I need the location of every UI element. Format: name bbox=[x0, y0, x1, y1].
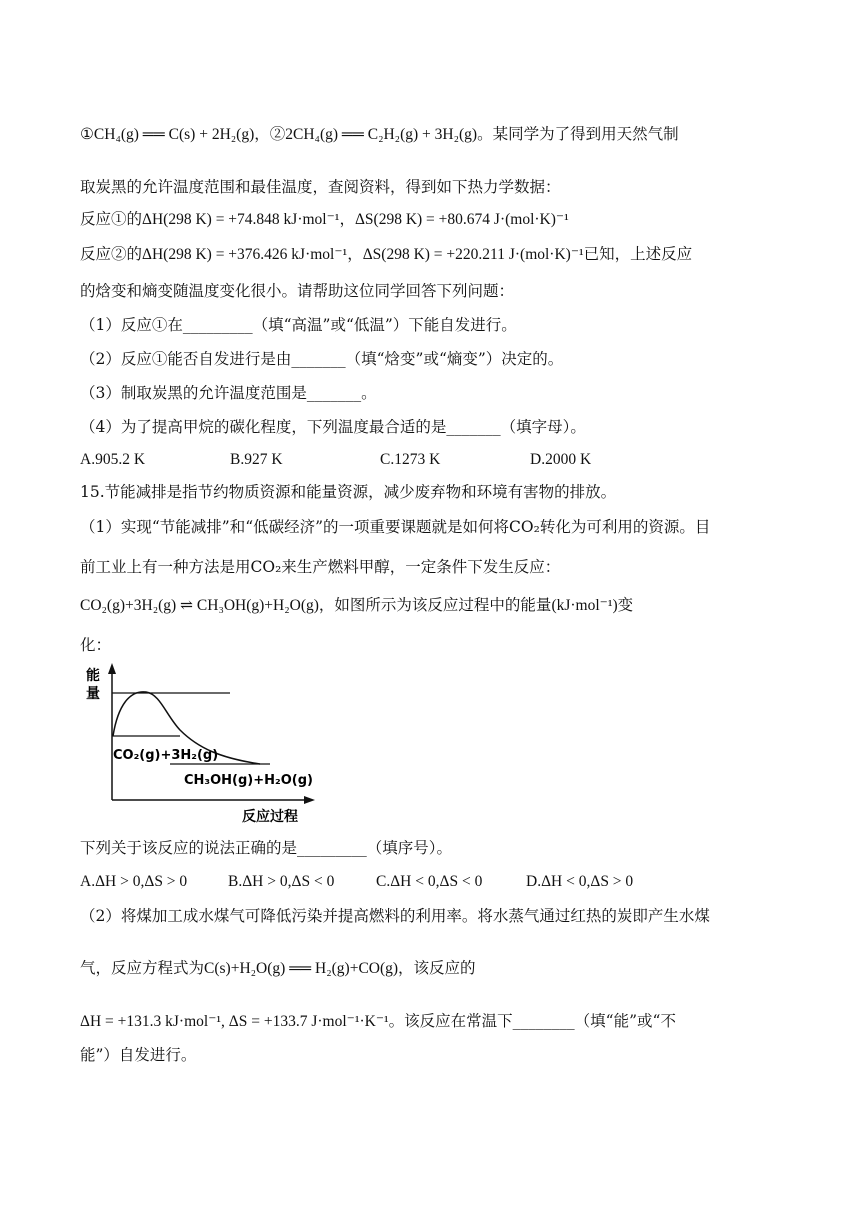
option-c: C.ΔH < 0,ΔS < 0 bbox=[376, 873, 483, 890]
line-reaction1-data bbox=[80, 208, 790, 231]
problem-15-part1-line2: 前工业上有一种方法是用CO₂来生产燃料甲醇，一定条件下发生反应： bbox=[80, 558, 561, 576]
water-gas-thermo-data: ΔH = +131.3 kJ·mol⁻¹, ΔS = +133.7 J·mol⁻¹·K⁻¹ bbox=[80, 1013, 389, 1030]
option-b: B.ΔH > 0,ΔS < 0 bbox=[228, 873, 335, 890]
y-axis-label-1: 能 bbox=[86, 668, 100, 684]
separator: ， bbox=[254, 125, 270, 143]
reaction-1-number: ① bbox=[80, 125, 94, 143]
water-gas-equation: C(s)+H₂O(g) ══ H₂(g)+CO(g) bbox=[204, 960, 399, 977]
equation-tail-end: 变 bbox=[617, 596, 634, 614]
problem-15-part2-line3 bbox=[80, 1010, 790, 1033]
problem-15-options bbox=[80, 871, 790, 893]
reaction-2-equation: 2CH₄(g) ══ C₂H₂(g) + 3H₂(g) bbox=[285, 126, 478, 143]
problem-15-equation-line bbox=[80, 594, 790, 617]
part2-prefix: 气，反应方程式为 bbox=[80, 959, 205, 977]
option-b: B.927 K bbox=[230, 451, 283, 468]
question-4-options bbox=[80, 449, 790, 471]
separator: ， bbox=[339, 210, 355, 228]
x-axis-arrow bbox=[304, 796, 315, 804]
question-3: （3）制取炭黑的允许温度范围是_______。 bbox=[80, 384, 377, 402]
energy-unit: (kJ·mol⁻¹) bbox=[551, 597, 618, 614]
equation-tail: ，如图所示为该反应过程中的能量 bbox=[318, 596, 552, 614]
option-d: D.ΔH < 0,ΔS > 0 bbox=[526, 873, 634, 890]
question-1: （1）反应①在_________（填“高温”或“低温”）下能自发进行。 bbox=[80, 316, 517, 334]
problem-15-part2-line2 bbox=[80, 957, 790, 980]
option-a: A.905.2 K bbox=[80, 451, 146, 468]
y-axis-label-2: 量 bbox=[86, 686, 100, 702]
line-assumption: 的焓变和熵变随温度变化很小。请帮助这位同学回答下列问题： bbox=[80, 282, 515, 300]
problem-15-part2-line1: （2）将煤加工成水煤气可降低污染并提高燃料的利用率。将水蒸气通过红热的炭即产生水煤 bbox=[80, 907, 710, 925]
part2-tail: ，该反应的 bbox=[398, 959, 476, 977]
question-4: （4）为了提高甲烷的碳化程度，下列温度最合适的是_______（填字母）。 bbox=[80, 418, 586, 436]
reaction2-delta-h: ΔH(298 K) = +376.426 kJ·mol⁻¹ bbox=[142, 246, 348, 263]
reaction1-data-prefix: 反应①的 bbox=[80, 210, 143, 228]
co2-hydrogenation-equation: CO₂(g)+3H₂(g) ⇌ CH₃OH(g)+H₂O(g) bbox=[80, 597, 319, 614]
problem-15-question: 下列关于该反应的说法正确的是_________（填序号）。 bbox=[80, 839, 453, 857]
reaction2-delta-s: ΔS(298 K) = +220.211 J·(mol·K)⁻¹ bbox=[362, 246, 584, 263]
problem-15-hua: 化： bbox=[80, 636, 112, 654]
problem-15-stem: 15.节能减排是指节约物质资源和能量资源，减少废弃物和环境有害物的排放。 bbox=[80, 483, 617, 501]
problem-15-part2-line4: 能”）自发进行。 bbox=[80, 1046, 197, 1064]
line1-tail: 。某同学为了得到用天然气制 bbox=[477, 125, 679, 143]
line-reaction2-data bbox=[80, 243, 790, 266]
energy-profile-diagram bbox=[80, 660, 320, 825]
reaction1-delta-s: ΔS(298 K) = +80.674 J·(mol·K)⁻¹ bbox=[354, 211, 569, 228]
option-a: A.ΔH > 0,ΔS > 0 bbox=[80, 873, 188, 890]
line-intro: 取炭黑的允许温度范围和最佳温度，查阅资料，得到如下热力学数据： bbox=[80, 178, 561, 196]
problem-15-part1-line1: （1）实现“节能减排”和“低碳经济”的一项重要课题就是如何将CO₂转化为可利用的资源。目 bbox=[80, 518, 711, 536]
separator: ， bbox=[347, 245, 363, 263]
line-reactions bbox=[80, 123, 790, 146]
reaction-2-number: ② bbox=[269, 125, 286, 143]
reactant-label: CO₂(g)+3H₂(g) bbox=[113, 748, 219, 763]
option-c: C.1273 K bbox=[380, 451, 441, 468]
option-d: D.2000 K bbox=[530, 451, 592, 468]
x-axis-label: 反应过程 bbox=[242, 809, 298, 825]
question-2: （2）反应①能否自发进行是由_______（填“焓变”或“熵变”）决定的。 bbox=[80, 350, 564, 368]
reaction1-delta-h: ΔH(298 K) = +74.848 kJ·mol⁻¹ bbox=[142, 211, 340, 228]
product-label: CH₃OH(g)+H₂O(g) bbox=[184, 773, 313, 788]
y-axis-arrow bbox=[108, 663, 116, 674]
part2-question: 。该反应在常温下________（填“能”或“不 bbox=[388, 1012, 676, 1030]
reaction2-data-tail: 已知，上述反应 bbox=[583, 245, 693, 263]
reaction-1-equation: CH₄(g) ══ C(s) + 2H₂(g) bbox=[93, 126, 255, 143]
reaction2-data-prefix: 反应②的 bbox=[80, 245, 143, 263]
